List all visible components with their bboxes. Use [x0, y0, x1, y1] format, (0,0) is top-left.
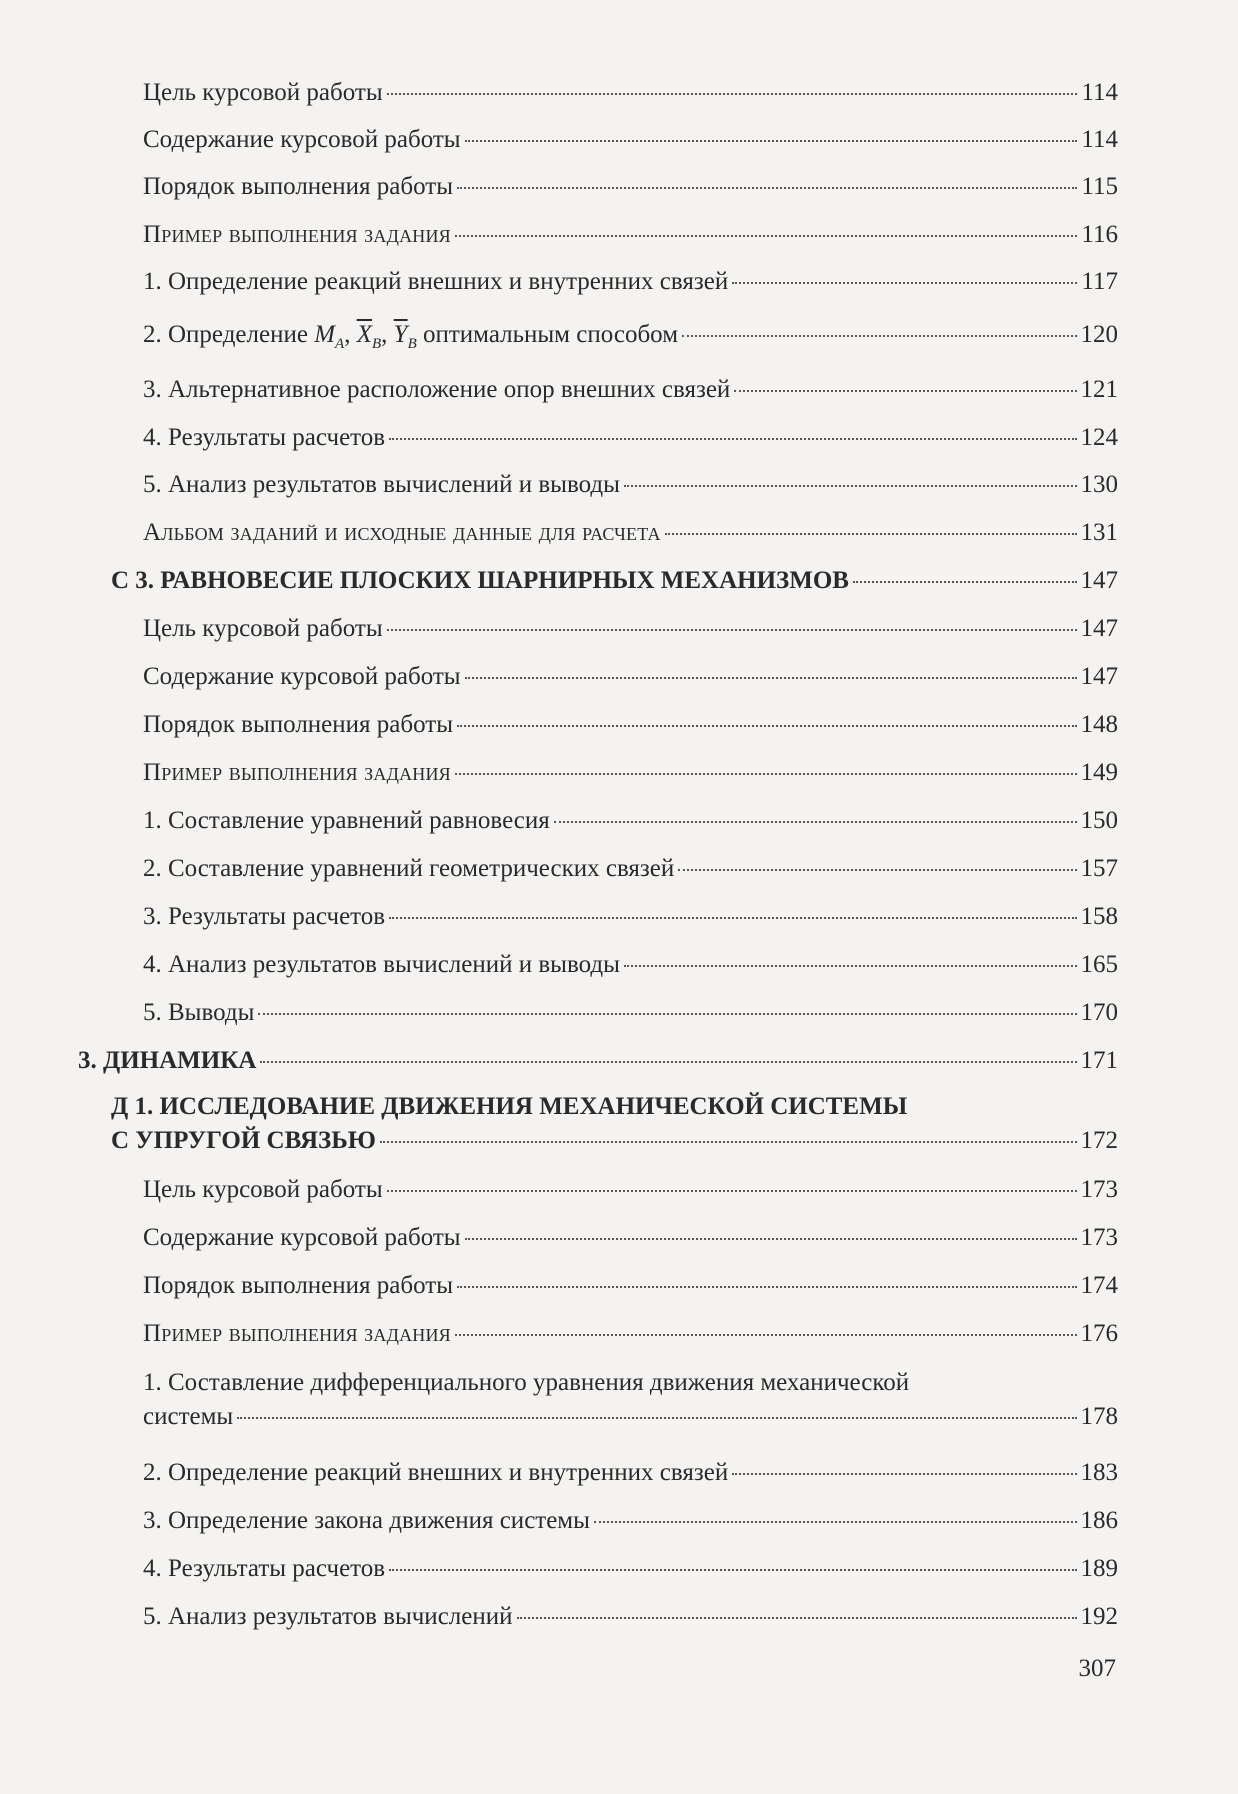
leader-dots	[237, 1417, 1076, 1419]
toc-entry[interactable]	[143, 710, 1118, 740]
leader-dots	[732, 282, 1077, 284]
toc-entry-page: 120	[1080, 321, 1118, 348]
toc-entry-page: 147	[1080, 615, 1118, 642]
leader-dots	[387, 93, 1078, 95]
toc-entry[interactable]	[143, 125, 1118, 155]
toc-entry-line2	[143, 1400, 1118, 1434]
toc-entry-page: 147	[1080, 663, 1118, 690]
toc-entry[interactable]	[143, 423, 1118, 453]
toc-entry-page: 189	[1080, 1555, 1118, 1582]
toc-entry-title: 5. Анализ результатов вычислений и выводы	[143, 471, 620, 498]
leader-dots	[665, 533, 1077, 535]
toc-entry-multiline[interactable]	[143, 1366, 1118, 1434]
toc-entry-page: 173	[1080, 1176, 1118, 1203]
toc-entry-title: 4. Анализ результатов вычислений и выводы	[143, 951, 620, 978]
formula-prefix: 2. Определение	[143, 321, 308, 348]
force-y-subscript: B	[407, 336, 417, 352]
toc-entry[interactable]	[143, 518, 1118, 548]
leader-dots	[457, 725, 1077, 727]
toc-entry-page: 131	[1080, 519, 1118, 546]
toc-entry-title: Пример выполнения задания	[143, 1320, 451, 1347]
toc-entry[interactable]	[143, 78, 1118, 108]
leader-dots	[465, 1238, 1077, 1240]
toc-entry-page: 192	[1080, 1603, 1118, 1630]
leader-dots	[554, 821, 1077, 823]
leader-dots	[853, 581, 1077, 583]
toc-entry[interactable]	[143, 1554, 1118, 1584]
toc-entry-title: Порядок выполнения работы	[143, 173, 453, 200]
toc-entry-page: 117	[1081, 268, 1118, 295]
toc-entry-title: 4. Результаты расчетов	[143, 1555, 386, 1582]
toc-entry-page: 150	[1080, 807, 1118, 834]
toc-entry-page: 183	[1080, 1459, 1118, 1486]
toc-entry[interactable]	[143, 614, 1118, 644]
toc-entry-title: 2. Определение $M_A$, $\overline{X}_B$, $\overline{Y}_B$ оптимальным способом	[143, 321, 679, 352]
leader-dots	[260, 1061, 1076, 1063]
leader-dots	[457, 1286, 1077, 1288]
leader-dots	[465, 140, 1078, 142]
leader-dots	[387, 629, 1077, 631]
toc-section-title: С 3. РАВНОВЕСИЕ ПЛОСКИХ ШАРНИРНЫХ МЕХАНИЗМОВ	[111, 567, 849, 594]
leader-dots	[594, 1521, 1077, 1523]
force-x-symbol	[356, 321, 382, 352]
toc-section-line2	[111, 1124, 1118, 1158]
leader-dots	[517, 1617, 1077, 1619]
toc-entry[interactable]	[143, 1506, 1118, 1536]
leader-dots	[455, 235, 1078, 237]
toc-entry-page: 157	[1080, 855, 1118, 882]
toc-section-page: 172	[1080, 1127, 1118, 1154]
moment-subscript: A	[335, 336, 345, 352]
toc-entry-page: 114	[1081, 126, 1118, 153]
toc-entry-page: 173	[1080, 1224, 1118, 1251]
leader-dots	[732, 1473, 1076, 1475]
toc-entry[interactable]	[143, 758, 1118, 788]
toc-entry[interactable]	[143, 1458, 1118, 1488]
toc-entry[interactable]	[143, 854, 1118, 884]
toc-entry-title: 4. Результаты расчетов	[143, 424, 386, 451]
toc-entry-page: 115	[1081, 173, 1118, 200]
toc-entry-title-line1: 1. Составление дифференциального уравнения движения механической	[143, 1369, 910, 1396]
leader-dots	[682, 335, 1076, 337]
toc-entry-title: Порядок выполнения работы	[143, 1272, 453, 1299]
leader-dots	[457, 187, 1077, 189]
toc-entry-page: 165	[1080, 951, 1118, 978]
toc-entry[interactable]	[143, 375, 1118, 405]
toc-entry-page: 116	[1081, 221, 1118, 248]
toc-entry-page: 158	[1080, 903, 1118, 930]
leader-dots	[389, 917, 1076, 919]
toc-entry-title: 3. Альтернативное расположение опор внешних связей	[143, 376, 731, 403]
force-y-letter: $\overline{Y}$	[393, 321, 408, 348]
toc-entry-title: 2. Определение реакций внешних и внутренних связей	[143, 1459, 729, 1486]
page-number: 307	[1078, 1655, 1116, 1682]
toc-entry-title: Цель курсовой работы	[143, 79, 383, 106]
toc-entry-title: 1. Составление уравнений равновесия	[143, 807, 550, 834]
toc-entry-title: Содержание курсовой работы	[143, 126, 461, 153]
toc-entry-title: 1. Определение реакций внешних и внутренних связей	[143, 268, 729, 295]
toc-entry[interactable]	[143, 320, 1118, 359]
force-x-letter: $\overline{X}$	[356, 321, 372, 348]
toc-entry[interactable]	[143, 1223, 1118, 1253]
toc-entry-title: Цель курсовой работы	[143, 1176, 383, 1203]
force-x-subscript: B	[371, 336, 382, 352]
toc-entry-title: Содержание курсовой работы	[143, 663, 461, 690]
formula-suffix: оптимальным способом	[422, 321, 679, 348]
toc-entry[interactable]	[143, 950, 1118, 980]
toc-chapter-3[interactable]	[78, 1046, 1118, 1076]
toc-entry[interactable]	[143, 1175, 1118, 1205]
toc-entry[interactable]	[143, 902, 1118, 932]
leader-dots	[387, 1190, 1077, 1192]
toc-entry[interactable]	[143, 1602, 1118, 1632]
leader-dots	[389, 438, 1076, 440]
toc-section-page: 147	[1080, 567, 1118, 594]
leader-dots	[455, 1334, 1077, 1336]
toc-section-d1[interactable]	[111, 1090, 1118, 1158]
toc-entry-page: 176	[1080, 1320, 1118, 1347]
leader-dots	[380, 1141, 1077, 1143]
toc-entry-page: 149	[1080, 759, 1118, 786]
moment-symbol	[314, 321, 345, 352]
toc-entry[interactable]	[143, 220, 1118, 250]
force-y-symbol	[393, 321, 417, 352]
toc-entry-title: Порядок выполнения работы	[143, 711, 453, 738]
toc-entry-title: Пример выполнения задания	[143, 221, 451, 248]
toc-entry[interactable]	[143, 662, 1118, 692]
toc-entry[interactable]	[143, 172, 1118, 202]
toc-entry[interactable]	[143, 1319, 1118, 1349]
leader-dots	[455, 773, 1077, 775]
toc-entry-title: Содержание курсовой работы	[143, 1224, 461, 1251]
toc-chapter-title: 3. ДИНАМИКА	[78, 1047, 257, 1074]
toc-entry-title: 3. Определение закона движения системы	[143, 1507, 590, 1534]
toc-entry-page: 178	[1080, 1403, 1118, 1430]
toc-entry-title: Цель курсовой работы	[143, 615, 383, 642]
leader-dots	[389, 1569, 1076, 1571]
toc-entry[interactable]	[143, 1271, 1118, 1301]
leader-dots	[678, 869, 1076, 871]
toc-section-c3[interactable]	[111, 566, 1118, 596]
toc-entry-page: 121	[1080, 376, 1118, 403]
leader-dots	[258, 1013, 1076, 1015]
leader-dots	[465, 677, 1077, 679]
toc-entry[interactable]	[143, 998, 1118, 1028]
toc-entry-page: 114	[1081, 79, 1118, 106]
toc-entry-page: 124	[1080, 424, 1118, 451]
leader-dots	[734, 390, 1076, 392]
toc-entry-page: 130	[1080, 471, 1118, 498]
toc-entry-title: Альбом заданий и исходные данные для расчета	[143, 519, 661, 546]
toc-entry-title: 5. Анализ результатов вычислений	[143, 1603, 513, 1630]
toc-entry-page: 186	[1080, 1507, 1118, 1534]
leader-dots	[624, 485, 1077, 487]
leader-dots	[624, 965, 1077, 967]
toc-entry[interactable]	[143, 267, 1118, 297]
toc-entry[interactable]	[143, 470, 1118, 500]
toc-section-title-line1: Д 1. ИССЛЕДОВАНИЕ ДВИЖЕНИЯ МЕХАНИЧЕСКОЙ СИСТЕМЫ	[111, 1093, 908, 1120]
toc-entry[interactable]	[143, 806, 1118, 836]
moment-letter: M	[314, 321, 336, 348]
toc-chapter-page: 171	[1080, 1047, 1118, 1074]
toc-entry-title: 5. Выводы	[143, 999, 255, 1026]
toc-section-title-line2: С УПРУГОЙ СВЯЗЬЮ	[111, 1127, 376, 1154]
toc-entry-title: 3. Результаты расчетов	[143, 903, 386, 930]
toc-entry-page: 148	[1080, 711, 1118, 738]
toc-entry-title: Пример выполнения задания	[143, 759, 451, 786]
toc-entry-page: 174	[1080, 1272, 1118, 1299]
toc-entry-title: 2. Составление уравнений геометрических связей	[143, 855, 675, 882]
toc-entry-title-line2: системы	[143, 1403, 234, 1430]
toc-entry-page: 170	[1080, 999, 1118, 1026]
